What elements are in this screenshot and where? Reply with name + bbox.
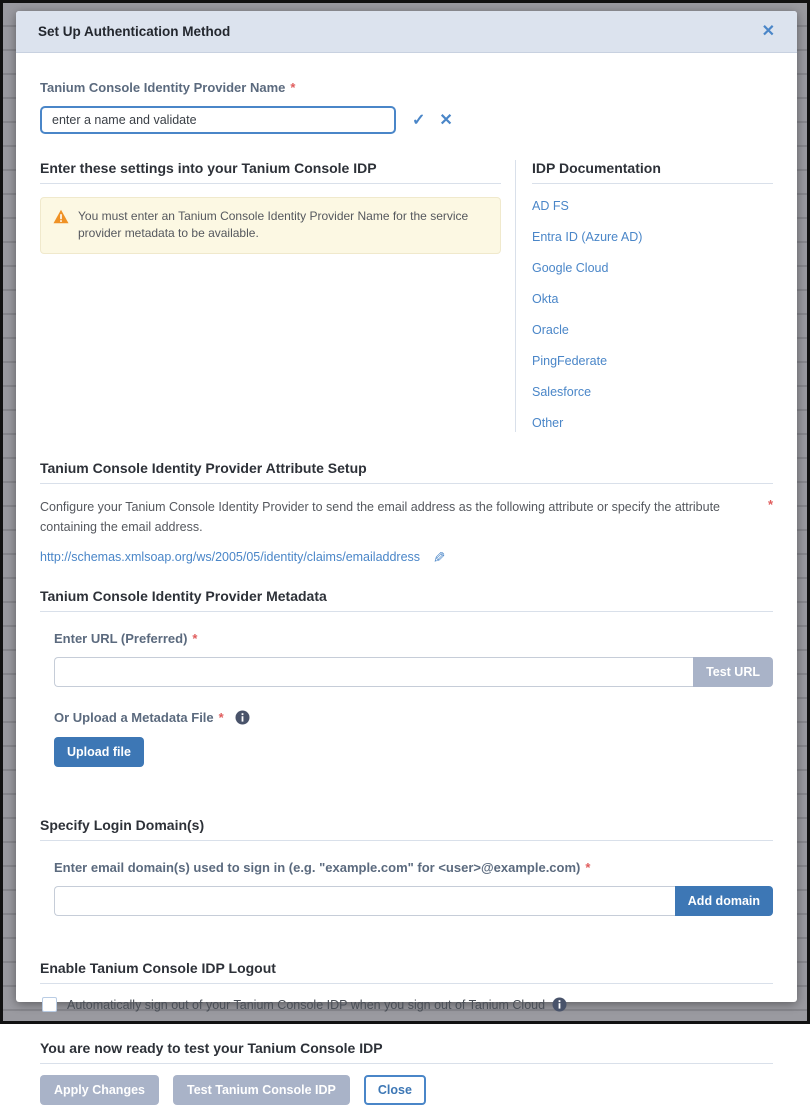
dialog-titlebar <box>16 11 797 53</box>
ready-to-test-section <box>40 1040 773 1105</box>
divider <box>40 1063 773 1064</box>
test-url-button[interactable]: Test URL <box>693 657 773 687</box>
idp-name-row <box>40 106 773 134</box>
warning-text: You must enter an Tanium Console Identity Provider Name for the service provider metadata to be available. <box>78 209 469 241</box>
required-marker: * <box>767 497 773 512</box>
required-marker: * <box>192 631 198 646</box>
doc-link-other[interactable]: Other <box>532 416 564 430</box>
setup-authentication-dialog <box>16 11 797 1097</box>
doc-link-google-cloud[interactable]: Google Cloud <box>532 261 609 275</box>
domain-entry-block <box>40 859 773 916</box>
dialog-body <box>16 53 797 1105</box>
info-icon[interactable] <box>235 710 250 725</box>
upload-file-button[interactable]: Upload file <box>54 737 144 767</box>
idp-docs-heading: IDP Documentation <box>532 160 661 176</box>
doc-link-item <box>532 197 773 215</box>
doc-link-item <box>532 290 773 308</box>
domain-input[interactable] <box>54 886 675 916</box>
close-icon[interactable]: ✕ <box>761 22 775 40</box>
divider <box>40 611 773 612</box>
close-button[interactable]: Close <box>364 1075 426 1105</box>
metadata-section <box>40 588 773 767</box>
idp-logout-heading: Enable Tanium Console IDP Logout <box>40 960 276 976</box>
doc-link-item <box>532 321 773 339</box>
doc-link-oracle[interactable]: Oracle <box>532 323 569 337</box>
divider <box>40 840 773 841</box>
upload-metadata-block <box>54 709 773 767</box>
url-entry-block <box>40 630 773 767</box>
idp-logout-section <box>40 960 773 1012</box>
dialog-title: Set Up Authentication Method <box>38 24 231 39</box>
settings-heading: Enter these settings into your Tanium Console IDP <box>40 160 377 176</box>
edit-pencil-icon[interactable]: ✎ <box>429 550 447 564</box>
required-marker: * <box>218 710 224 725</box>
attribute-url-link[interactable]: http://schemas.xmlsoap.org/ws/2005/05/identity/claims/emailaddress <box>40 550 421 564</box>
enter-url-label: Enter URL (Preferred) <box>54 631 188 646</box>
doc-link-item <box>532 414 773 432</box>
doc-link-item <box>532 352 773 370</box>
required-marker: * <box>290 80 296 95</box>
metadata-heading: Tanium Console Identity Provider Metadata <box>40 588 327 604</box>
info-icon[interactable] <box>552 997 567 1012</box>
metadata-url-input[interactable] <box>54 657 693 687</box>
warning-banner <box>40 197 501 254</box>
settings-and-docs <box>40 160 773 432</box>
ready-heading: You are now ready to test your Tanium Console IDP <box>40 1040 383 1056</box>
idp-docs-list <box>532 197 773 432</box>
auto-signout-label: Automatically sign out of your Tanium Console IDP when you sign out of Tanium Cloud <box>67 997 546 1012</box>
apply-changes-button[interactable]: Apply Changes <box>40 1075 159 1105</box>
auto-signout-checkbox[interactable] <box>42 997 57 1012</box>
attribute-setup-section <box>40 460 773 566</box>
upload-metadata-label: Or Upload a Metadata File <box>54 710 214 725</box>
doc-link-item <box>532 228 773 246</box>
idp-name-input[interactable] <box>40 106 396 134</box>
doc-link-adfs[interactable]: AD FS <box>532 199 569 213</box>
idp-documentation-column <box>515 160 773 432</box>
add-domain-button[interactable]: Add domain <box>675 886 773 916</box>
attribute-setup-heading: Tanium Console Identity Provider Attribute Setup <box>40 460 367 476</box>
login-domains-section <box>40 817 773 916</box>
doc-link-item <box>532 383 773 401</box>
login-domains-heading: Specify Login Domain(s) <box>40 817 205 833</box>
doc-link-okta[interactable]: Okta <box>532 292 559 306</box>
doc-link-salesforce[interactable]: Salesforce <box>532 385 592 399</box>
doc-link-entra-id[interactable]: Entra ID (Azure AD) <box>532 230 643 244</box>
footer-buttons <box>40 1075 773 1105</box>
attribute-description: Configure your Tanium Console Identity Provider to send the email address as the following attribute or specify the attribute containing the email address. <box>40 500 720 534</box>
auto-signout-row <box>40 997 773 1012</box>
attribute-description-row <box>40 497 773 537</box>
attribute-url-row <box>40 548 773 566</box>
idp-name-label: Tanium Console Identity Provider Name <box>40 80 286 95</box>
required-marker: * <box>585 860 591 875</box>
metadata-url-group <box>54 657 773 687</box>
settings-column <box>40 160 515 432</box>
divider <box>532 183 773 184</box>
doc-link-pingfederate[interactable]: PingFederate <box>532 354 608 368</box>
idp-name-section <box>40 79 773 134</box>
divider <box>40 183 501 184</box>
validate-check-icon[interactable]: ✓ <box>412 112 426 129</box>
divider <box>40 983 773 984</box>
clear-x-icon[interactable]: ✕ <box>439 112 453 129</box>
doc-link-item <box>532 259 773 277</box>
divider <box>40 483 773 484</box>
warning-triangle-icon <box>53 209 69 224</box>
email-domains-label: Enter email domain(s) used to sign in (e.g. "example.com" for <user>@example.com) <box>54 860 581 875</box>
test-console-idp-button[interactable]: Test Tanium Console IDP <box>173 1075 350 1105</box>
domain-input-group <box>54 886 773 916</box>
